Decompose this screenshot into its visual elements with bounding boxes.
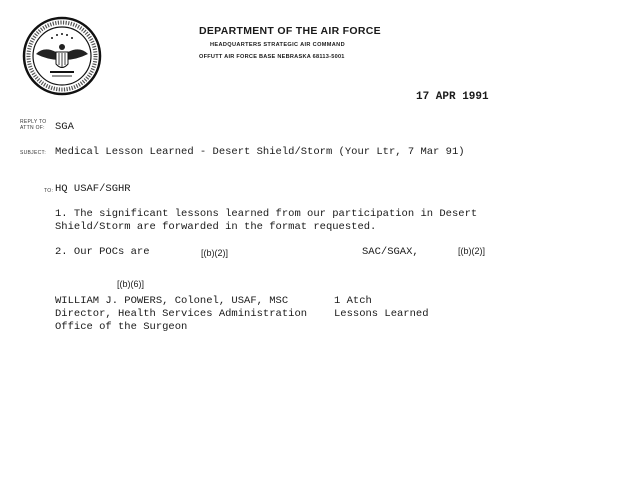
paragraph-1-line-2: Shield/Storm are forwarded in the format requested.: [55, 221, 377, 233]
signature-title: Director, Health Services Administration: [55, 308, 308, 320]
redaction-b6: [(b)(6)]: [117, 279, 144, 289]
reply-to-value: SGA: [55, 121, 74, 133]
letterhead-title: DEPARTMENT OF THE AIR FORCE: [199, 25, 381, 37]
signature-office: Office of the Surgeon: [55, 321, 188, 333]
letter-date: 17 APR 1991: [416, 91, 489, 103]
reply-to-label: [20, 119, 47, 131]
letterhead-line-2: OFFUTT AIR FORCE BASE NEBRASKA 68113-5001: [199, 54, 345, 60]
reply-to-label-line-2: ATTN OF:: [20, 125, 45, 131]
redaction-b2-first: [(b)(2)]: [201, 248, 228, 258]
to-label: TO:: [44, 188, 54, 194]
to-value: HQ USAF/SGHR: [55, 183, 131, 195]
paragraph-1-line-1: 1. The significant lessons learned from our participation in Desert: [55, 208, 478, 220]
paragraph-2-text: 2. Our POCs are: [55, 246, 150, 258]
attachment-count: 1 Atch: [334, 295, 372, 307]
paragraph-2-office: SAC/SGAX,: [362, 246, 419, 258]
redaction-b2-second: [(b)(2)]: [458, 246, 485, 256]
signature-name: WILLIAM J. POWERS, Colonel, USAF, MSC: [55, 295, 289, 307]
letterhead-line-1: HEADQUARTERS STRATEGIC AIR COMMAND: [210, 42, 345, 48]
attachment-item: Lessons Learned: [334, 308, 429, 320]
subject-value: Medical Lesson Learned - Desert Shield/Storm (Your Ltr, 7 Mar 91): [55, 146, 465, 158]
subject-label: SUBJECT:: [20, 150, 47, 156]
reply-to-label-line-1: REPLY TO: [20, 119, 47, 125]
department-seal-icon: [22, 16, 102, 96]
